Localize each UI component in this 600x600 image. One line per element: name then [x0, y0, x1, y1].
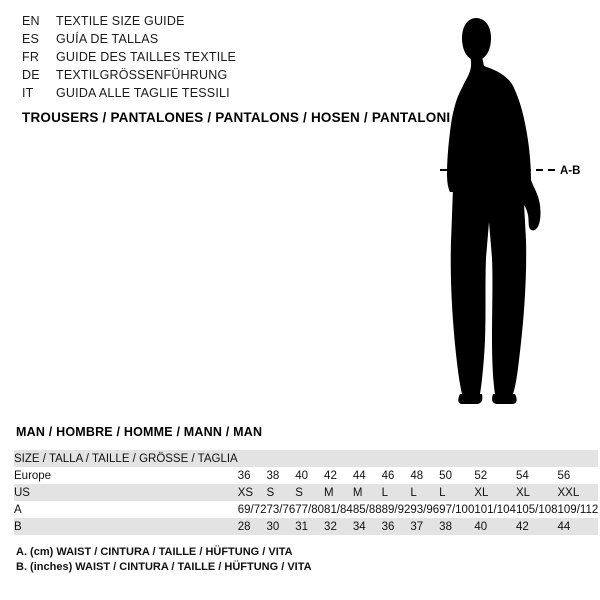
- cell-europe-8: 52: [474, 469, 488, 482]
- language-text-it: GUIDA ALLE TAGLIE TESSILI: [56, 86, 230, 100]
- cell-b-2: 31: [295, 518, 324, 535]
- row-label-europe: Europe: [14, 469, 52, 482]
- cell-a-8: 101/104: [474, 503, 516, 516]
- cell-b-6: 37: [410, 518, 439, 535]
- language-code-it: IT: [22, 86, 34, 100]
- footnote-a: A. (cm) WAIST / CINTURA / TAILLE / HÜFTUNG / VITA: [16, 546, 293, 558]
- cell-b-8: 40: [474, 518, 516, 535]
- cell-europe-9: 54: [515, 469, 529, 482]
- language-row-en: [22, 14, 352, 32]
- table-row-europe: [14, 467, 598, 484]
- cell-b-1: 30: [266, 518, 295, 535]
- cell-a-0: 69/72: [237, 503, 267, 516]
- footnotes-block: [16, 545, 312, 575]
- language-code-de: DE: [22, 68, 40, 82]
- language-code-fr: FR: [22, 50, 40, 64]
- cell-europe-5: 46: [381, 469, 395, 482]
- cell-us-4: M: [353, 484, 382, 501]
- cell-europe-0: 36: [237, 469, 251, 482]
- figure-illustration: [400, 10, 600, 410]
- language-row-de: [22, 68, 352, 86]
- cell-us-1: S: [266, 484, 295, 501]
- cell-us-5: L: [382, 484, 411, 501]
- cell-europe-4: 44: [352, 469, 366, 482]
- language-text-en: TEXTILE SIZE GUIDE: [56, 14, 185, 28]
- cell-a-3: 81/84: [324, 503, 353, 516]
- cell-a-10: 109/112: [557, 503, 599, 516]
- cell-us-7: L: [439, 484, 474, 501]
- footnote-b: B. (inches) WAIST / CINTURA / TAILLE / HÜFTUNG / VITA: [16, 561, 312, 573]
- cell-us-3: M: [324, 484, 353, 501]
- row-label-b: B: [14, 518, 238, 535]
- language-code-es: ES: [22, 32, 40, 46]
- language-text-fr: GUIDE DES TAILLES TEXTILE: [56, 50, 237, 64]
- cell-a-1: 73/76: [266, 503, 296, 516]
- cell-b-4: 34: [353, 518, 382, 535]
- cell-a-5: 89/92: [381, 503, 411, 516]
- cell-europe-10: 56: [557, 469, 571, 482]
- language-row-it: [22, 86, 352, 104]
- row-label-a: A: [14, 503, 22, 516]
- language-text-es: GUÍA DE TALLAS: [56, 32, 159, 46]
- cell-b-7: 38: [439, 518, 474, 535]
- language-row-es: [22, 32, 352, 50]
- cell-b-0: 28: [238, 518, 267, 535]
- cell-europe-2: 40: [295, 469, 309, 482]
- language-row-fr: [22, 50, 352, 68]
- cell-b-9: 42: [516, 518, 558, 535]
- cell-europe-7: 50: [439, 469, 452, 482]
- cell-a-2: 77/80: [295, 503, 325, 516]
- cell-europe-3: 42: [324, 469, 337, 482]
- product-category-title: TROUSERS / PANTALONES / PANTALONS / HOSEN / PANTALONI: [22, 110, 451, 125]
- cell-a-9: 105/108: [515, 503, 558, 516]
- section-title-man: MAN / HOMBRE / HOMME / MANN / MAN: [16, 425, 263, 439]
- cell-us-2: S: [295, 484, 324, 501]
- cell-a-7: 97/100: [439, 503, 475, 516]
- cell-b-3: 32: [324, 518, 353, 535]
- cell-a-6: 93/96: [410, 503, 440, 516]
- cell-b-5: 36: [382, 518, 411, 535]
- table-header-size-label: SIZE / TALLA / TAILLE / GRÖSSE / TAGLIA: [14, 450, 238, 467]
- table-row-b: [14, 518, 598, 535]
- language-code-en: EN: [22, 14, 40, 28]
- table-row-us: [14, 484, 598, 501]
- cell-europe-6: 48: [410, 469, 424, 482]
- cell-a-4: 85/88: [352, 503, 382, 516]
- cell-us-8: XL: [474, 484, 516, 501]
- cell-us-9: XL: [516, 484, 558, 501]
- size-table: [14, 450, 598, 535]
- table-row-a: [14, 501, 598, 518]
- cell-us-10: XXL: [558, 484, 599, 501]
- cell-b-10: 44: [558, 518, 599, 535]
- cell-europe-1: 38: [266, 469, 280, 482]
- row-label-us: US: [14, 484, 238, 501]
- language-header-block: [22, 14, 352, 104]
- table-header-row: [14, 450, 598, 467]
- cell-us-0: XS: [238, 484, 267, 501]
- cell-us-6: L: [410, 484, 439, 501]
- measure-label-ab: A-B: [560, 165, 581, 177]
- male-silhouette-icon: [400, 10, 600, 410]
- language-text-de: TEXTILGRÖSSENFÜHRUNG: [56, 68, 228, 82]
